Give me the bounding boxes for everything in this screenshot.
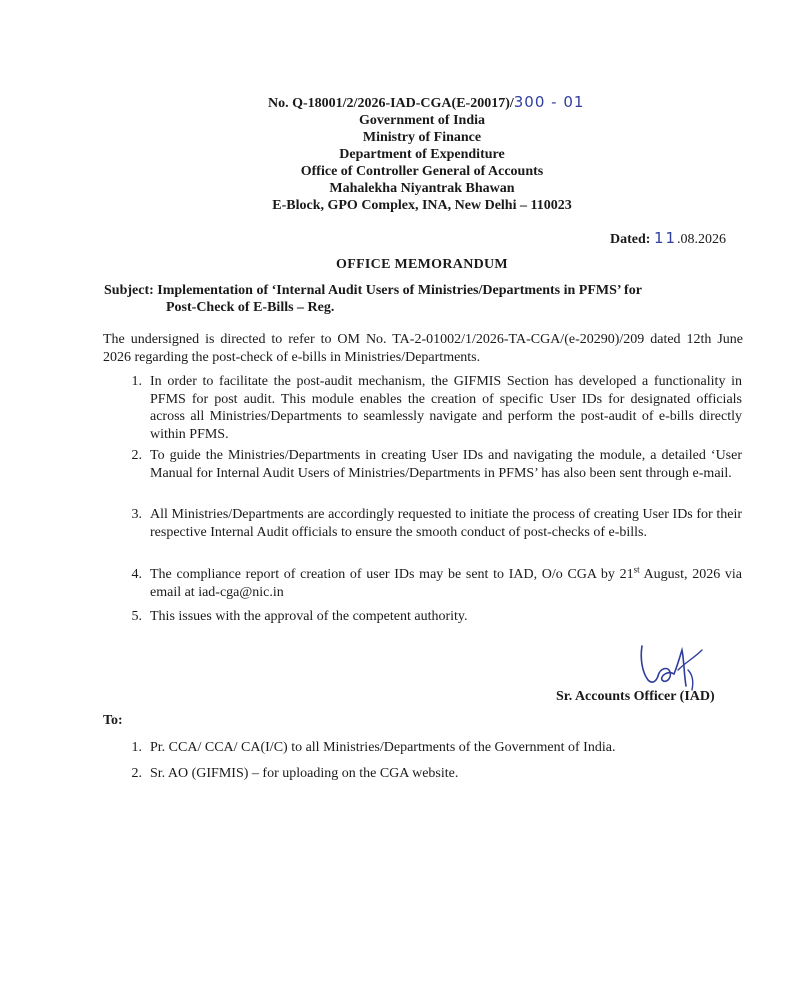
list-item-number: 1. [131,740,142,755]
list-item-number: 2. [131,448,142,463]
memo-title: OFFICE MEMORANDUM [336,257,508,272]
compliance-text-start: The compliance report of creation of user IDs may be sent to IAD, O/o CGA by 21 [150,567,634,582]
list-item-number: 2. [131,766,142,781]
date-label: Dated: [610,232,651,247]
reference-number-printed: No. Q-18001/2/2026-IAD-CGA(E-20017)/ [268,96,514,111]
reference-number-handwritten: 300 - 01 [513,93,585,111]
signature-scribble [628,640,718,692]
date-line [610,230,726,248]
reference-number [268,94,584,112]
list-item-text: To guide the Ministries/Departments in creating User IDs and navigating the module, a detailed ‘User Manual for Internal Audit Users of Ministries/Departments in PFMS’ has also been sent through e-mail. [150,448,742,481]
compliance-text-end: August, 2026 via email at iad-cga@nic.in [150,567,742,600]
list-item-number: 5. [131,609,142,624]
list-item-number: 4. [131,567,142,582]
list-item-text: In order to facilitate the post-audit mechanism, the GIFMIS Section has developed a functionality in PFMS for post audit. This module enables the creation of specific User IDs for designated officials across all Ministries/Departments to seamlessly navigate and perform the post-audit of e-bills directly within PFMS. [150,374,742,442]
date-rest: .08.2026 [677,232,727,247]
signature-block [540,640,760,710]
intro-paragraph: The undersigned is directed to refer to OM No. TA-2-01002/1/2026-TA-CGA/(e-20290)/209 dated 12th June 2026 regarding the post-check of e-bills in Ministries/Departments. [103,332,743,365]
govt-line: Government of India [359,113,485,128]
list-item-text: All Ministries/Departments are accordingly requested to initiate the process of creating User IDs for their respective Internal Audit officials to ensure the smooth conduct of post-checks of e-bills. [150,507,742,540]
subject-line-1 [104,282,744,299]
subject-label: Subject: [104,283,154,298]
subject [104,282,744,316]
subject-text-1: Implementation of ‘Internal Audit Users of Ministries/Departments in PFMS’ for [157,283,642,298]
date-handwritten-day: 11 [653,229,678,247]
list-item-text [150,566,742,601]
office-line: Office of Controller General of Accounts [300,164,544,179]
list-item-text: This issues with the approval of the competent authority. [150,609,468,624]
date-ordinal-suffix: st [633,564,640,575]
to-label: To: [103,713,123,728]
list-item-number: 1. [131,374,142,389]
list-item-number: 3. [131,507,142,522]
list-item-text: Pr. CCA/ CCA/ CA(I/C) to all Ministries/Departments of the Government of India. [150,740,616,755]
subject-line-2: Post-Check of E-Bills – Reg. [166,300,335,315]
building-line: Mahalekha Niyantrak Bhawan [329,181,515,196]
department-line: Department of Expenditure [339,147,505,162]
letterhead-lines [0,112,800,214]
list-item-text: Sr. AO (GIFMIS) – for uploading on the CGA website. [150,766,459,781]
ministry-line: Ministry of Finance [362,130,482,145]
signatory-designation: Sr. Accounts Officer (IAD) [556,689,715,704]
address-line: E-Block, GPO Complex, INA, New Delhi – 110023 [272,198,572,213]
